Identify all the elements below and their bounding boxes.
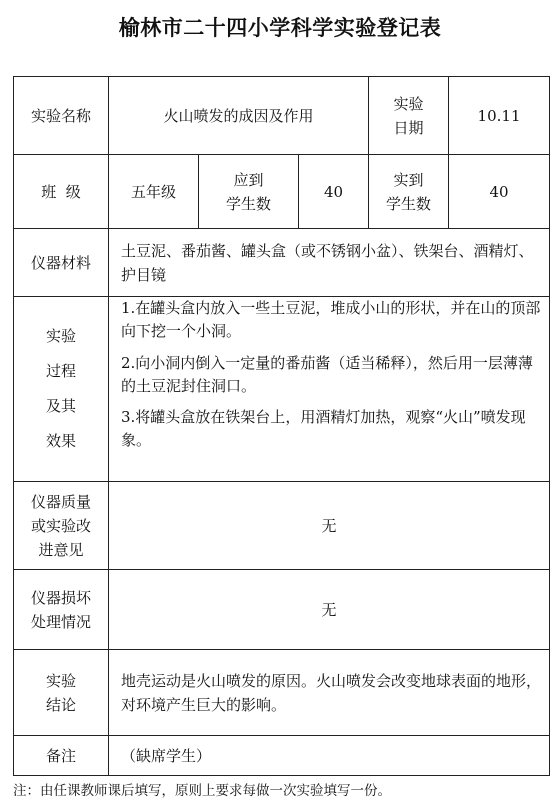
experiment-date-label-line2: 日期 xyxy=(393,118,424,137)
process-step-2: 2.向小洞内倒入一定量的番茄酱（适当稀释），然后用一层薄薄的土豆泥封住洞口。 xyxy=(121,353,533,395)
conclusion-label xyxy=(14,650,109,736)
process-label-line1: 实验 xyxy=(45,326,76,345)
experiment-registration-table xyxy=(13,76,550,776)
row-experiment-name xyxy=(14,77,550,155)
process-label-line4: 效果 xyxy=(45,432,76,451)
row-conclusion xyxy=(14,650,550,736)
quality-value: 无 xyxy=(109,482,550,570)
expected-students-label xyxy=(199,155,299,229)
row-class-attendance xyxy=(14,155,550,229)
process-label-line3: 及其 xyxy=(45,397,76,415)
class-label: 班 级 xyxy=(14,155,109,229)
row-damage xyxy=(14,570,550,650)
quality-label xyxy=(14,482,109,570)
damage-value: 无 xyxy=(109,570,550,650)
actual-students-label-line2: 学生数 xyxy=(386,194,432,213)
expected-students-label-line1: 应到 xyxy=(233,170,264,189)
experiment-name-value: 火山喷发的成因及作用 xyxy=(109,77,369,155)
footnote: 注：由任课教师课后填写，原则上要求每做一次实验填写一份。 xyxy=(13,783,391,799)
experiment-date-label xyxy=(369,77,449,155)
actual-students-label xyxy=(369,155,449,229)
quality-label-line2: 或实验改 xyxy=(30,516,91,535)
row-remarks xyxy=(14,736,550,776)
quality-label-line1: 仪器质量 xyxy=(30,492,91,511)
actual-students-value: 40 xyxy=(449,155,550,229)
experiment-date-value: 10.11 xyxy=(449,77,550,155)
conclusion-value: 地壳运动是火山喷发的原因。火山喷发会改变地球表面的地形，对环境产生巨大的影响。 xyxy=(109,650,550,736)
conclusion-label-line1: 实验 xyxy=(45,671,76,690)
form-title: 榆林市二十四小学科学实验登记表 xyxy=(118,16,442,40)
process-steps xyxy=(109,297,550,482)
expected-students-value: 40 xyxy=(299,155,369,229)
row-materials xyxy=(14,229,550,297)
process-label-line2: 过程 xyxy=(45,361,76,380)
remarks-label: 备注 xyxy=(14,736,109,776)
row-process xyxy=(14,297,550,482)
damage-label-line2: 处理情况 xyxy=(30,612,91,631)
materials-value: 土豆泥、番茄酱、罐头盒（或不锈钢小盆）、铁架台、酒精灯、护目镜 xyxy=(109,229,550,297)
expected-students-label-line2: 学生数 xyxy=(225,194,271,213)
materials-label: 仪器材料 xyxy=(14,229,109,297)
experiment-name-label: 实验名称 xyxy=(14,77,109,155)
class-value: 五年级 xyxy=(109,155,199,229)
process-label xyxy=(14,297,109,482)
process-step-3: 3.将罐头盒放在铁架台上，用酒精灯加热，观察“火山”喷发现象。 xyxy=(121,408,526,450)
quality-label-line3: 进意见 xyxy=(38,540,84,559)
process-step-1: 1.在罐头盒内放入一些土豆泥，堆成小山的形状，并在山的顶部向下挖一个小洞。 xyxy=(121,299,541,341)
actual-students-label-line1: 实到 xyxy=(393,170,424,189)
experiment-date-label-line1: 实验 xyxy=(393,94,424,113)
conclusion-label-line2: 结论 xyxy=(45,695,76,714)
damage-label-line1: 仪器损坏 xyxy=(30,588,91,607)
damage-label xyxy=(14,570,109,650)
remarks-value: （缺席学生） xyxy=(109,736,550,776)
row-quality xyxy=(14,482,550,570)
